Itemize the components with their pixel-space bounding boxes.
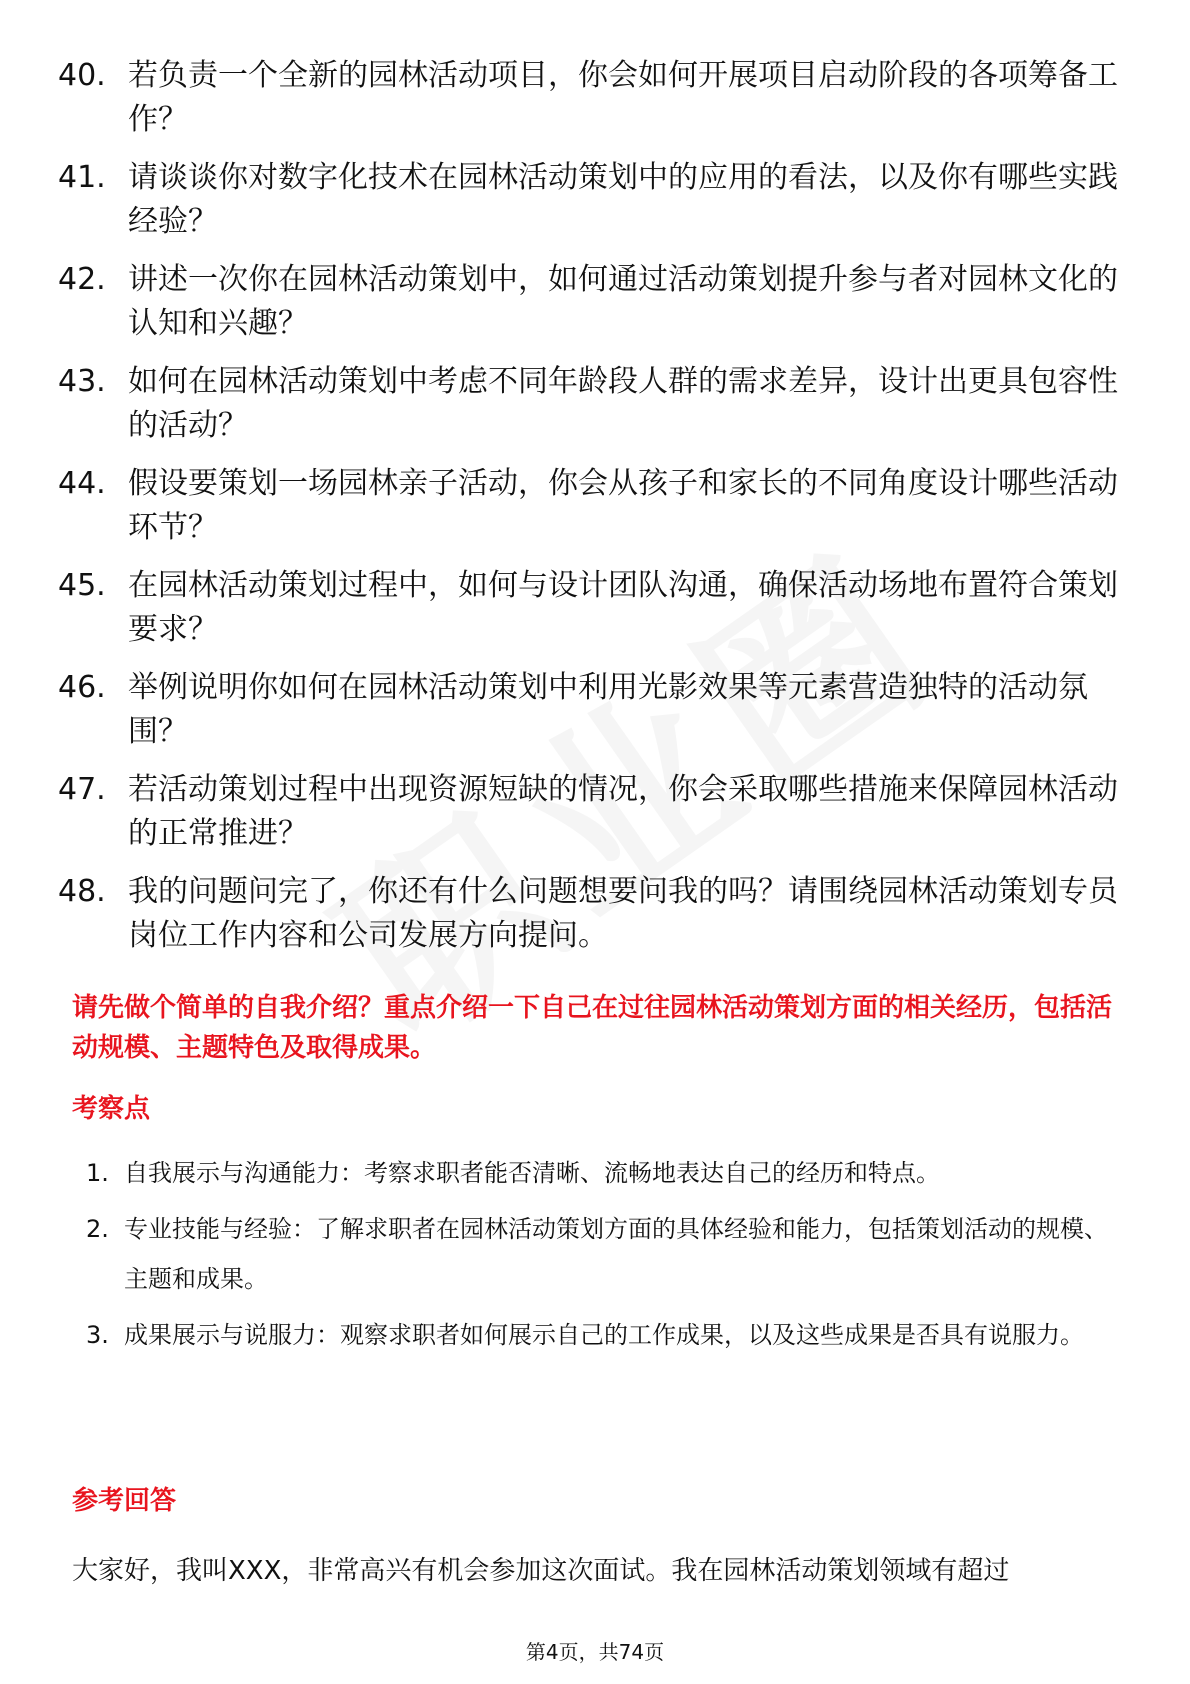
point-text: 专业技能与经验：了解求职者在园林活动策划方面的具体经验和能力，包括策划活动的规模、主题和成果。 <box>124 1215 1108 1293</box>
point-number: 1. <box>86 1159 109 1187</box>
points-list <box>86 1148 1126 1366</box>
section-title-points: 考察点 <box>72 1094 151 1124</box>
question-item <box>58 870 1138 958</box>
question-number: 41. <box>58 160 106 195</box>
question-number: 42. <box>58 262 106 297</box>
main-question: 请先做个简单的自我介绍？重点介绍一下自己在过往园林活动策划方面的相关经历，包括活动规模、主题特色及取得成果。 <box>72 993 1113 1063</box>
point-item <box>86 1204 1126 1304</box>
question-item <box>58 768 1138 856</box>
question-number: 46. <box>58 670 106 705</box>
section-title-answer: 参考回答 <box>72 1486 177 1516</box>
question-item <box>58 462 1138 550</box>
question-item <box>58 156 1138 244</box>
question-text: 在园林活动策划过程中，如何与设计团队沟通，确保活动场地布置符合策划要求？ <box>128 568 1118 647</box>
point-text: 成果展示与说服力：观察求职者如何展示自己的工作成果，以及这些成果是否具有说服力。 <box>124 1321 1084 1349</box>
question-number: 44. <box>58 466 106 501</box>
point-text: 自我展示与沟通能力：考察求职者能否清晰、流畅地表达自己的经历和特点。 <box>124 1159 940 1187</box>
question-text: 讲述一次你在园林活动策划中，如何通过活动策划提升参与者对园林文化的认知和兴趣？ <box>128 262 1118 341</box>
question-text: 如何在园林活动策划中考虑不同年龄段人群的需求差异，设计出更具包容性的活动？ <box>128 364 1118 443</box>
question-text: 请谈谈你对数字化技术在园林活动策划中的应用的看法，以及你有哪些实践经验？ <box>128 160 1118 239</box>
point-item <box>86 1310 1126 1360</box>
question-item <box>58 666 1138 754</box>
page-footer: 第4页，共74页 <box>525 1640 665 1664</box>
question-text: 若活动策划过程中出现资源短缺的情况，你会采取哪些措施来保障园林活动的正常推进？ <box>128 772 1118 851</box>
question-item <box>58 54 1138 142</box>
question-number: 47. <box>58 772 106 807</box>
question-item <box>58 360 1138 448</box>
question-number: 40. <box>58 58 106 93</box>
question-item <box>58 258 1138 346</box>
point-item <box>86 1148 1126 1198</box>
question-text: 我的问题问完了，你还有什么问题想要问我的吗？请围绕园林活动策划专员岗位工作内容和公司发展方向提问。 <box>128 874 1118 953</box>
question-number: 48. <box>58 874 106 909</box>
question-item <box>58 564 1138 652</box>
point-number: 3. <box>86 1321 109 1349</box>
question-list <box>58 54 1138 972</box>
question-number: 43. <box>58 364 106 399</box>
question-text: 若负责一个全新的园林活动项目，你会如何开展项目启动阶段的各项筹备工作？ <box>128 58 1118 137</box>
point-number: 2. <box>86 1215 109 1243</box>
question-text: 假设要策划一场园林亲子活动，你会从孩子和家长的不同角度设计哪些活动环节？ <box>128 466 1118 545</box>
question-text: 举例说明你如何在园林活动策划中利用光影效果等元素营造独特的活动氛围？ <box>128 670 1088 749</box>
question-number: 45. <box>58 568 106 603</box>
answer-text: 大家好，我叫XXX，非常高兴有机会参加这次面试。我在园林活动策划领域有超过 <box>72 1556 1010 1586</box>
